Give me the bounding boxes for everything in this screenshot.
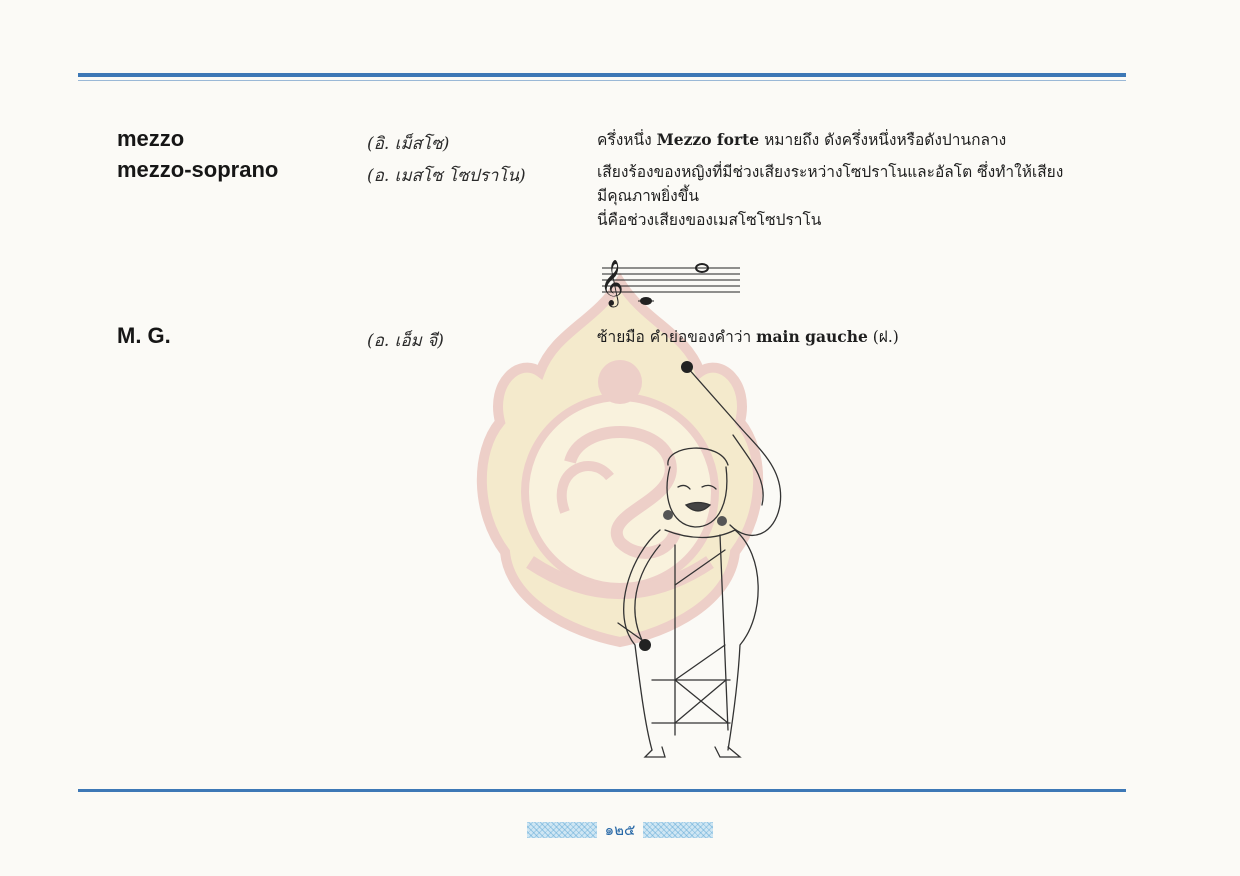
bottom-rule	[78, 789, 1126, 792]
footer-ornament-left	[527, 822, 597, 838]
music-staff	[598, 252, 744, 308]
page-footer	[0, 818, 1240, 842]
definition-mg: ซ้ายมือ คำย่อของคำว่า main gauche (ฝ.)	[597, 327, 899, 346]
top-rule-thin	[78, 80, 1126, 81]
definition-line: นี่คือช่วงเสียงของเมสโซโซปราโน	[597, 211, 822, 229]
baton-end-icon	[639, 639, 651, 651]
definition-line: มีคุณภาพยิ่งขึ้น	[597, 187, 699, 205]
pronunciation-mg: (อ. เอ็ม จี)	[367, 331, 444, 351]
page-number: ๑๒๕	[604, 821, 636, 839]
footer-ornament-right	[643, 822, 713, 838]
treble-clef-icon: 𝄞	[600, 260, 624, 306]
term-mezzo-soprano: mezzo-soprano	[117, 157, 279, 182]
definition-mezzo-soprano	[597, 160, 1063, 232]
definition-mezzo: ครึ่งหนึ่ง Mezzo forte หมายถึง ดังครึ่งหนึ่งหรือดังปานกลาง	[597, 130, 1007, 149]
baton-tip-icon	[681, 361, 693, 373]
conductor-illustration	[590, 355, 800, 770]
term-mg: M. G.	[117, 323, 171, 348]
top-rule	[78, 73, 1126, 77]
definition-line: เสียงร้องของหญิงที่มีช่วงเสียงระหว่างโซปราโนและอัลโต ซึ่งทำให้เสียง	[597, 163, 1064, 181]
term-mezzo: mezzo	[117, 126, 185, 151]
pronunciation-mezzo: (อิ. เม็สโซ)	[367, 134, 450, 154]
pronunciation-mezzo-soprano: (อ. เมสโซ โซปราโน)	[367, 166, 526, 186]
